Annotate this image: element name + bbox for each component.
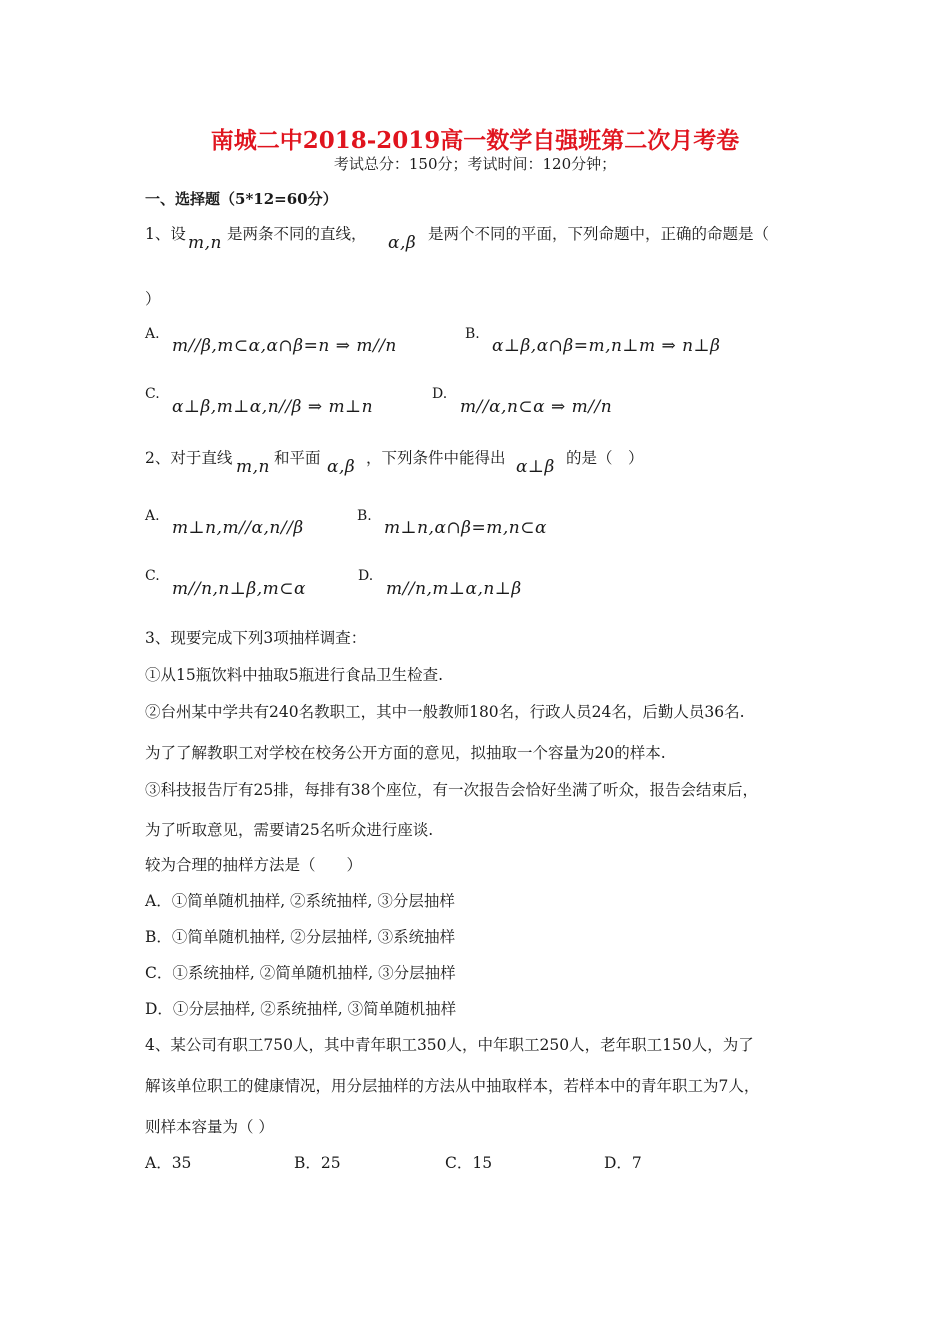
q1-text1: 是两条不同的直线，	[227, 225, 367, 243]
q3-option-a: A．①简单随机抽样, ②系统抽样, ③分层抽样	[145, 892, 455, 910]
q2-option-a: m⊥n,m//α,n//β	[172, 518, 304, 538]
q2-option-d: m//n,m⊥α,n⊥β	[386, 579, 522, 599]
q3-option-b: B．①简单随机抽样, ②分层抽样, ③系统抽样	[145, 928, 456, 946]
q1-var-planes: α,β	[388, 233, 417, 253]
q2-prefix: 2、对于直线	[145, 449, 233, 467]
q2-option-b-label: B.	[357, 508, 372, 524]
q4-option-b: B．25	[294, 1154, 341, 1172]
q2-text1: 和平面	[274, 449, 321, 467]
q1-option-b-label: B.	[465, 326, 480, 342]
q4-line-1: 4、某公司有职工750人，其中青年职工350人，中年职工250人，老年职工150人，为了	[145, 1036, 754, 1054]
q2-option-c: m//n,n⊥β,m⊂α	[172, 579, 306, 599]
q2-text3: 的是（ ）	[566, 449, 644, 467]
q1-option-c: α⊥β,m⊥α,n//β ⇒ m⊥n	[172, 397, 374, 417]
q1-option-b: α⊥β,α∩β=m,n⊥m ⇒ n⊥β	[492, 336, 721, 356]
q1-option-d: m//α,n⊂α ⇒ m//n	[460, 397, 613, 417]
section-heading: 一、选择题（5*12=60分）	[145, 190, 338, 208]
q1-option-c-label: C.	[145, 386, 160, 402]
q1-text2: 是两个不同的平面，下列命题中，正确的命题是（	[428, 225, 770, 243]
q4-option-d: D．7	[604, 1154, 642, 1172]
q3-line-3: ②台州某中学共有240名教职工，其中一般教师180名，行政人员24名，后勤人员36名.	[145, 703, 745, 721]
q3-option-c: C．①系统抽样, ②简单随机抽样, ③分层抽样	[145, 964, 456, 982]
q4-option-c: C．15	[445, 1154, 493, 1172]
q3-line-6: 为了听取意见，需要请25名听众进行座谈.	[145, 821, 434, 839]
q2-var-perp: α⊥β	[516, 457, 555, 477]
q1-option-d-label: D.	[432, 386, 448, 402]
q3-line-1: 3、现要完成下列3项抽样调查：	[145, 629, 367, 647]
q4-line-2: 解该单位职工的健康情况，用分层抽样的方法从中抽取样本，若样本中的青年职工为7人，	[145, 1077, 760, 1095]
q1-var-lines: m,n	[188, 233, 222, 253]
q4-line-3: 则样本容量为（ ）	[145, 1118, 274, 1136]
q2-var-lines: m,n	[236, 457, 270, 477]
q1-option-a-label: A.	[145, 326, 160, 342]
q4-option-a: A．35	[145, 1154, 192, 1172]
q3-line-4: 为了了解教职工对学校在校务公开方面的意见，拟抽取一个容量为20的样本.	[145, 744, 666, 762]
q2-option-a-label: A.	[145, 508, 160, 524]
q1-close: ）	[145, 290, 161, 308]
exam-info: 考试总分：150分；考试时间：120分钟；	[333, 155, 617, 173]
q3-line-7: 较为合理的抽样方法是（ ）	[145, 856, 363, 874]
q2-text2: ，下列条件中能得出	[366, 449, 506, 467]
exam-title: 南城二中2018-2019高一数学自强班第二次月考卷	[210, 127, 740, 154]
q2-var-planes: α,β	[327, 457, 356, 477]
q1-option-a: m//β,m⊂α,α∩β=n ⇒ m//n	[172, 336, 397, 356]
q2-option-b: m⊥n,α∩β=m,n⊂α	[384, 518, 547, 538]
q1-prefix: 1、设	[145, 225, 186, 243]
q3-line-5: ③科技报告厅有25排，每排有38个座位，有一次报告会恰好坐满了听众，报告会结束后，	[145, 781, 758, 799]
q2-option-d-label: D.	[358, 568, 374, 584]
q2-option-c-label: C.	[145, 568, 160, 584]
q3-option-d: D．①分层抽样, ②系统抽样, ③简单随机抽样	[145, 1000, 457, 1018]
q3-line-2: ①从15瓶饮料中抽取5瓶进行食品卫生检查.	[145, 666, 444, 684]
